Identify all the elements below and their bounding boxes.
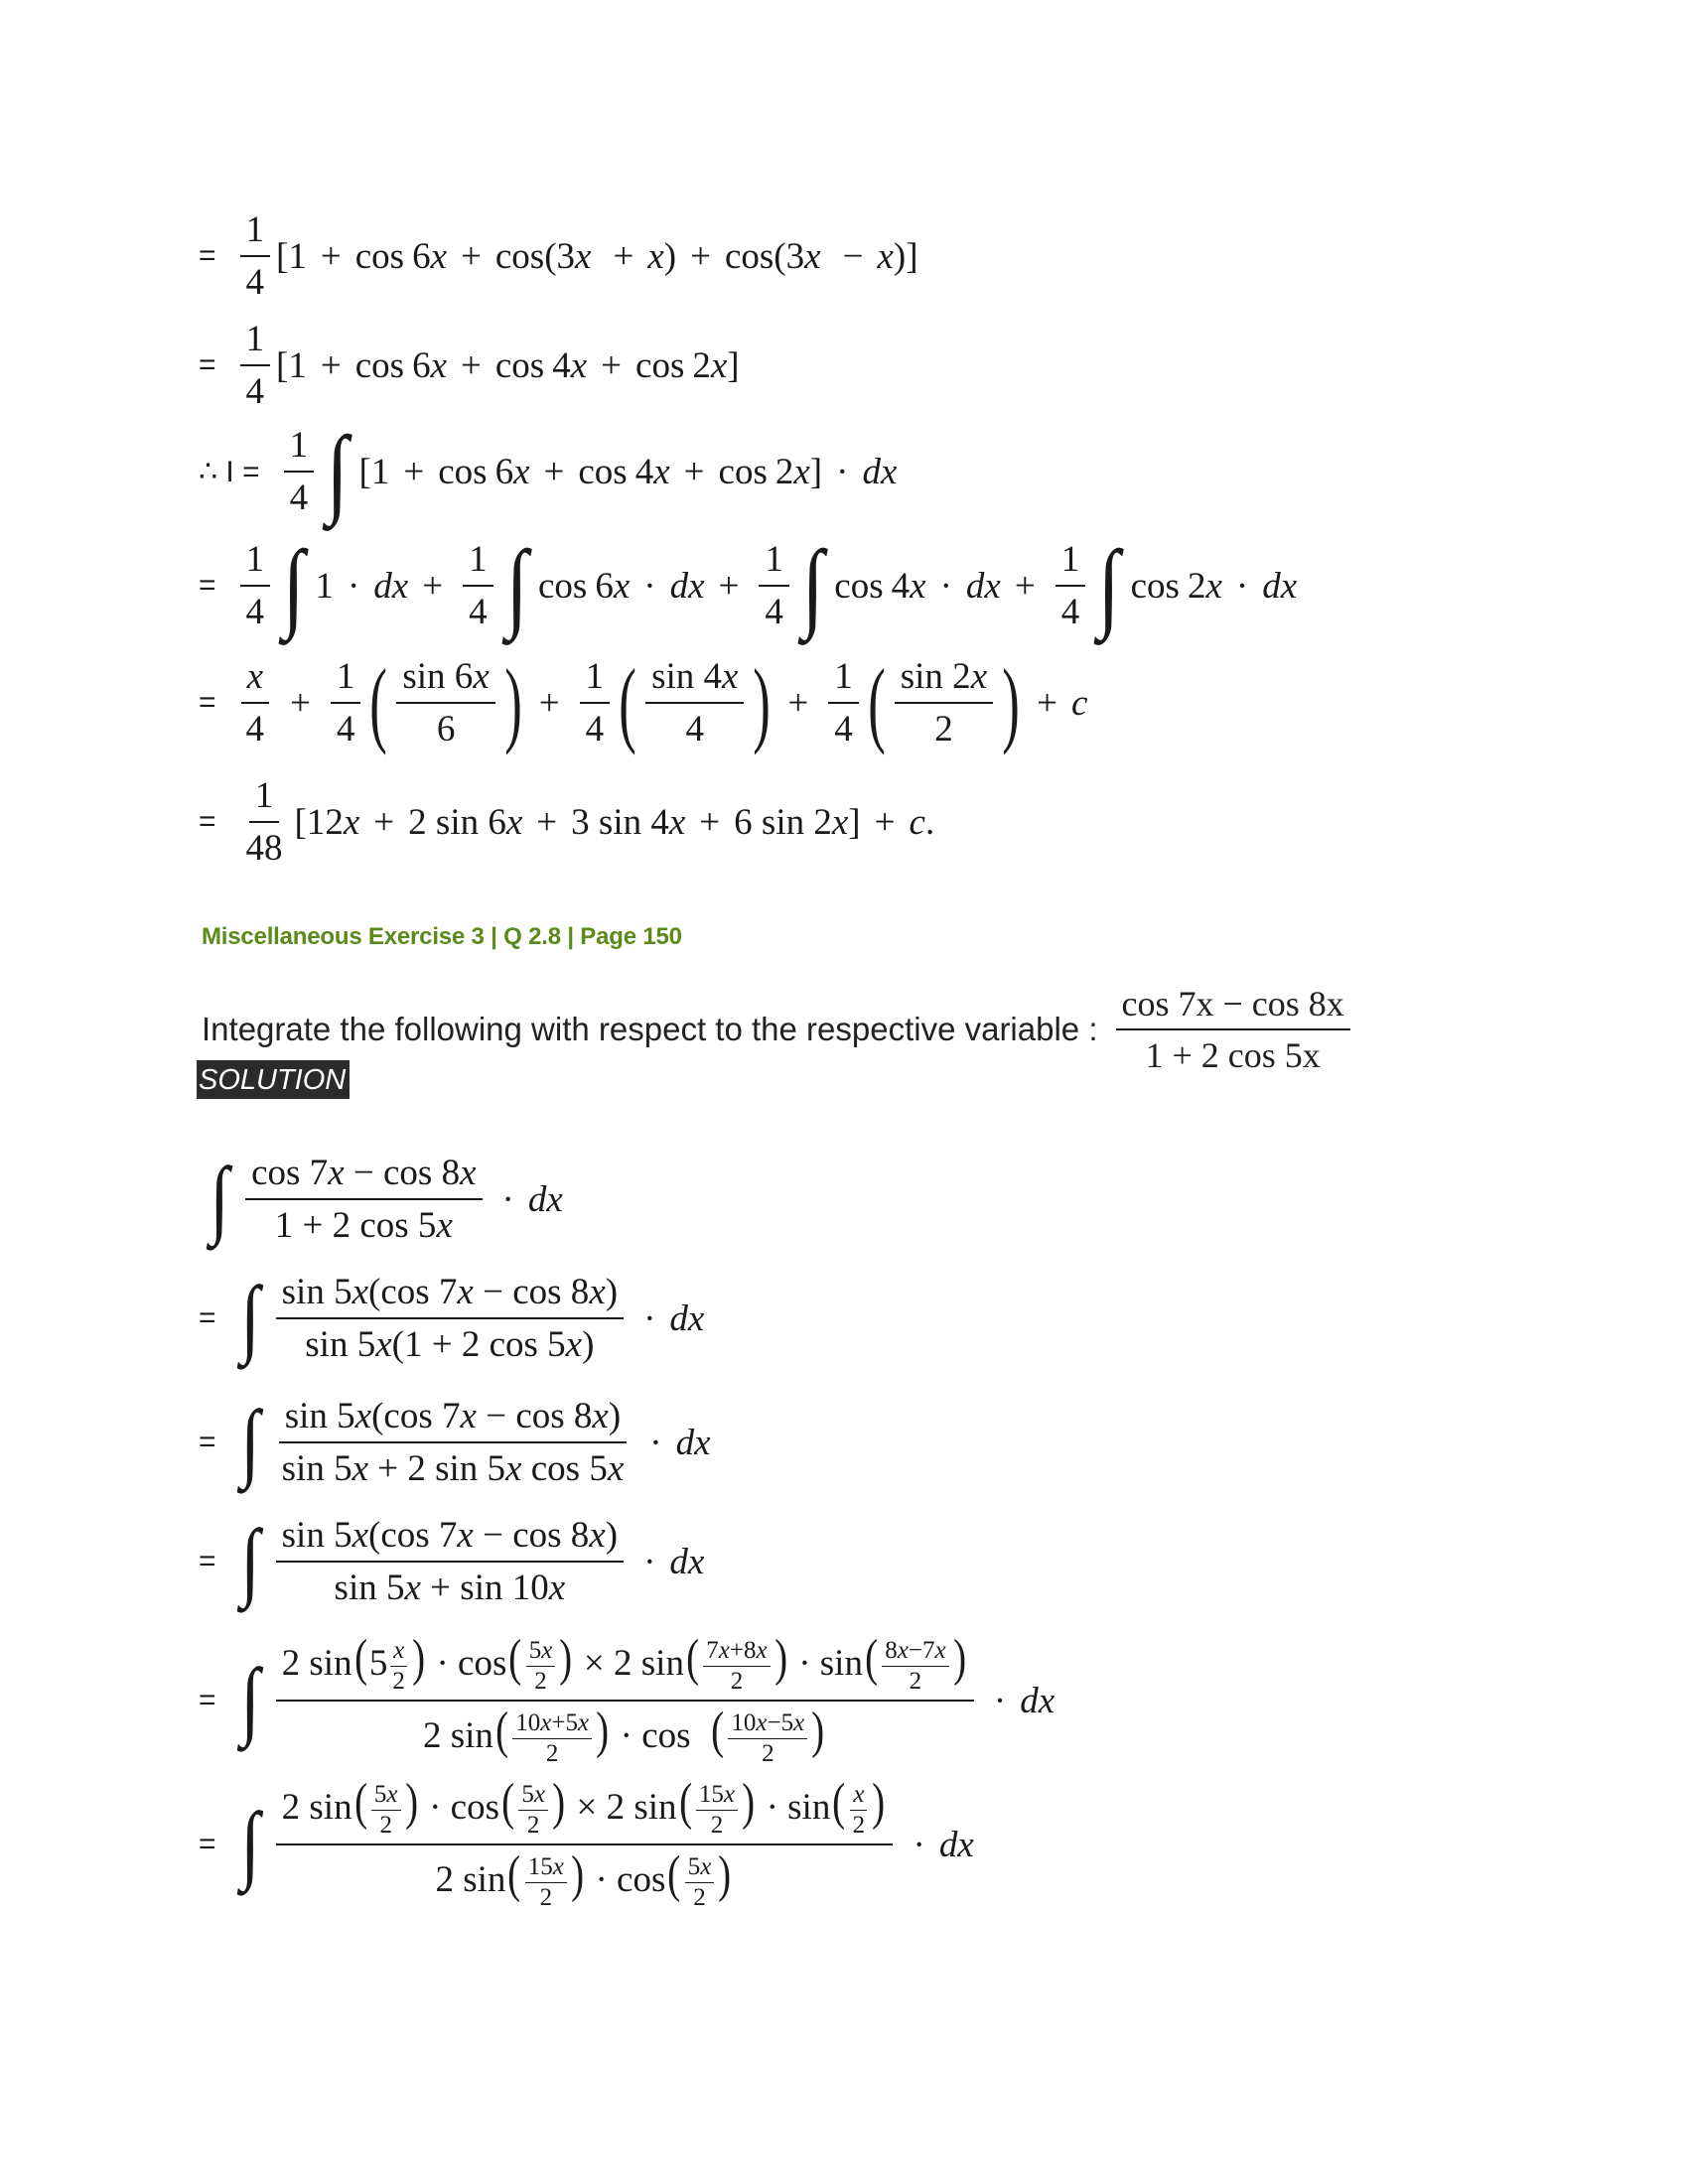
solution-line-6: = ∫ 2 sin( $\frac{5x}{2}$ ) · cos( $\frac{5x}{2}$ ) × 2 sin( $\frac{15x}{2}$ ) · sin( $\frac{x}{2}$ ) 2 sin( $\frac{15x}{2}$ ) · cos( $\frac{5x}{2}$ ) · dx — [199, 1774, 974, 1912]
math-line-3: ∴ I = $\frac{1}{4}$ ∫ [1 + cos 6x + cos 4x + cos 2x] · dx — [199, 416, 898, 526]
solution-line-3: = ∫ $\frac{\sin 5x(\cos 7x - \cos 8x)}{\text{sin 5x + 2 sin 5x cos 5x}}$ · dx — [199, 1394, 711, 1490]
solution-line-1: ∫ $\frac{\cos 7x - \cos 8x}{1 + 2 \cos 5x}$ · dx — [210, 1151, 563, 1247]
exercise-label[interactable]: Miscellaneous Exercise 3 | Q 2.8 | Page 150 — [202, 923, 682, 950]
question-fraction — [1116, 983, 1350, 1076]
question-numerator: cos 7x − cos 8x — [1116, 983, 1350, 1030]
solution-line-5: = ∫ 2 sin(5 $\frac{x}{2}$ ) · cos( $\frac{5x}{2}$ ) × 2 sin( $\frac{7x+8x}{2}$ ) · sin( $\frac{8x-7x}{2}$ ) 2 sin( $\frac{10x+5x}{2}$ ) · cos ( $\frac{10x-5x}{2}$ ) · dx — [199, 1630, 1055, 1768]
math-line-4: = $\frac{1}{4}$ ∫ 1 · dx + $\frac{1}{4}$ ∫ cos 6x · dx + $\frac{1}{4}$ ∫ cos 4x · dx + $\frac{1}{4}$ ∫ cos 2x · dx — [199, 530, 1298, 640]
question-text: Integrate the following with respect to the respective variable : — [202, 1011, 1098, 1047]
math-line-6: = $\frac{1}{48}$ [12x + 2 sin 6x + 3 sin 4x + 6 sin 2x] + c . — [199, 775, 935, 869]
math-line-5: = $\frac{x}{4}$ + $\frac{1}{4}$ ( $\frac{\sin 6x}{6}$ ) + $\frac{1}{4}$ ( $\frac{\sin 4x}{4}$ ) + $\frac{1}{4}$ ( $\frac{\sin 2x}{2}$ ) + c — [199, 649, 1088, 755]
solution-label[interactable]: SOLUTION — [197, 1060, 350, 1099]
math-line-2: = $\frac{1}{4}$ [1 + cos 6x + cos 4x + cos 2x] — [199, 319, 740, 412]
question-denominator: 1 + 2 cos 5x — [1145, 1035, 1321, 1075]
math-line-1: = $\frac{1}{4}$ [1 + cos 6x + cos(3x + x) + cos(3x − x)] — [199, 209, 918, 303]
solution-line-2: = ∫ $\frac{\sin 5x(\cos 7x - \cos 8x)}{\sin 5x(1 + 2 \cos 5x)}$ · dx — [199, 1270, 705, 1366]
solution-line-4: = ∫ $\frac{\sin 5x(\cos 7x - \cos 8x)}{\sin 5x + \sin 10x}$ · dx — [199, 1513, 705, 1609]
question — [202, 983, 1356, 1076]
